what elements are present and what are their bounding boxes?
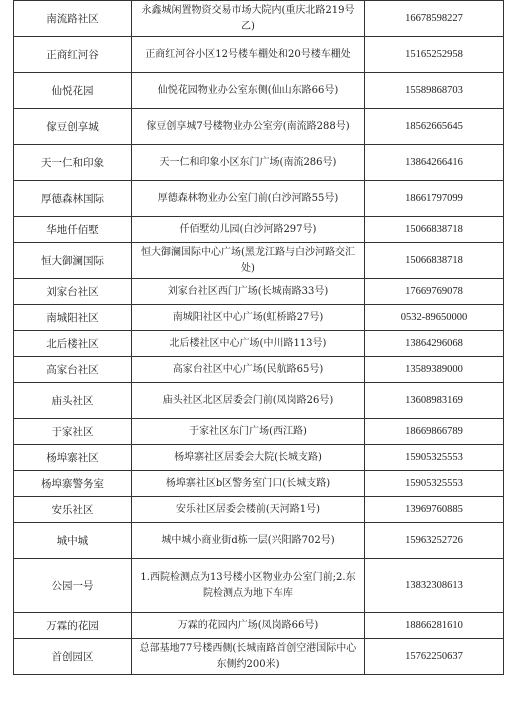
site-phone: 13969760885 xyxy=(365,497,504,523)
site-name: 庙头社区 xyxy=(14,383,132,419)
table-row xyxy=(14,243,504,279)
table-row xyxy=(14,383,504,419)
site-name: 杨埠寨社区 xyxy=(14,445,132,471)
site-address: 南城阳社区中心广场(虹桥路27号) xyxy=(132,305,365,331)
site-name: 安乐社区 xyxy=(14,497,132,523)
site-address: 天一仁和印象小区东门广场(南流286号) xyxy=(132,145,365,181)
site-phone: 13608983169 xyxy=(365,383,504,419)
site-name: 杨埠寨警务室 xyxy=(14,471,132,497)
table-row xyxy=(14,613,504,639)
site-phone: 13864266416 xyxy=(365,145,504,181)
site-address: 安乐社区居委会楼前(天河路1号) xyxy=(132,497,365,523)
site-name: 刘家台社区 xyxy=(14,279,132,305)
site-address: 北后楼社区中心广场(中川路113号) xyxy=(132,331,365,357)
site-name: 正商红河谷 xyxy=(14,37,132,73)
site-name: 恒大御澜国际 xyxy=(14,243,132,279)
site-name: 北后楼社区 xyxy=(14,331,132,357)
site-address: 仙悦花园物业办公室东侧(仙山东路66号) xyxy=(132,73,365,109)
table-row xyxy=(14,109,504,145)
table-row xyxy=(14,559,504,613)
table-row xyxy=(14,145,504,181)
table-row xyxy=(14,37,504,73)
site-address: 恒大御澜国际中心广场(黑龙江路与白沙河路交汇处) xyxy=(132,243,365,279)
site-name: 南流路社区 xyxy=(14,1,132,37)
table-row xyxy=(14,639,504,675)
table-row xyxy=(14,1,504,37)
site-phone: 15066838718 xyxy=(365,217,504,243)
site-name: 华地仟佰墅 xyxy=(14,217,132,243)
table-row xyxy=(14,217,504,243)
site-address: 庙头社区北区居委会门前(凤岗路26号) xyxy=(132,383,365,419)
site-address: 于家社区东门广场(西江路) xyxy=(132,419,365,445)
site-phone: 15905325553 xyxy=(365,445,504,471)
site-address: 杨埠寨社区b区警务室门口(长城支路) xyxy=(132,471,365,497)
site-address: 厚德森林物业办公室门前(白沙河路55号) xyxy=(132,181,365,217)
site-phone: 15762250637 xyxy=(365,639,504,675)
table-row xyxy=(14,305,504,331)
site-phone: 15963252726 xyxy=(365,523,504,559)
site-phone: 18562665645 xyxy=(365,109,504,145)
table-row xyxy=(14,523,504,559)
site-address: 刘家台社区西门广场(长城南路33号) xyxy=(132,279,365,305)
site-phone: 13864296068 xyxy=(365,331,504,357)
site-name: 公园一号 xyxy=(14,559,132,613)
site-name: 傢豆创享城 xyxy=(14,109,132,145)
table-row xyxy=(14,497,504,523)
site-address: 1.西院检测点为13号楼小区物业办公室门前;2.东院检测点为地下车库 xyxy=(132,559,365,613)
table-row xyxy=(14,73,504,109)
site-name: 万霖的花园 xyxy=(14,613,132,639)
site-name: 城中城 xyxy=(14,523,132,559)
site-address: 正商红河谷小区12号楼车棚处和20号楼车棚处 xyxy=(132,37,365,73)
testing-sites-table xyxy=(13,0,504,675)
site-phone: 15066838718 xyxy=(365,243,504,279)
site-phone: 16678598227 xyxy=(365,1,504,37)
site-address: 永鑫城闲置物资交易市场大院内(重庆北路219号乙) xyxy=(132,1,365,37)
table-row xyxy=(14,445,504,471)
site-phone: 18866281610 xyxy=(365,613,504,639)
site-name: 南城阳社区 xyxy=(14,305,132,331)
site-address: 傢豆创享城7号楼物业办公室旁(南流路288号) xyxy=(132,109,365,145)
table-row xyxy=(14,181,504,217)
site-address: 仟佰墅幼儿园(白沙河路297号) xyxy=(132,217,365,243)
site-address: 高家台社区中心广场(民航路65号) xyxy=(132,357,365,383)
table-row xyxy=(14,331,504,357)
site-phone: 17669769078 xyxy=(365,279,504,305)
site-phone: 0532-89650000 xyxy=(365,305,504,331)
site-phone: 15589868703 xyxy=(365,73,504,109)
site-phone: 18669866789 xyxy=(365,419,504,445)
table-row xyxy=(14,279,504,305)
site-name: 首创园区 xyxy=(14,639,132,675)
site-address: 总部基地77号楼西侧(长城南路首创空港国际中心东侧约200米) xyxy=(132,639,365,675)
site-phone: 15905325553 xyxy=(365,471,504,497)
table-row xyxy=(14,471,504,497)
site-address: 万霖的花园内广场(凤岗路66号) xyxy=(132,613,365,639)
site-name: 厚德森林国际 xyxy=(14,181,132,217)
site-name: 仙悦花园 xyxy=(14,73,132,109)
site-phone: 13832308613 xyxy=(365,559,504,613)
site-phone: 15165252958 xyxy=(365,37,504,73)
site-phone: 13589389000 xyxy=(365,357,504,383)
table-row xyxy=(14,357,504,383)
site-phone: 18661797099 xyxy=(365,181,504,217)
table-row xyxy=(14,419,504,445)
site-name: 于家社区 xyxy=(14,419,132,445)
site-name: 天一仁和印象 xyxy=(14,145,132,181)
site-address: 杨埠寨社区居委会大院(长城支路) xyxy=(132,445,365,471)
site-name: 高家台社区 xyxy=(14,357,132,383)
site-address: 城中城小商业街d栋一层(兴阳路702号) xyxy=(132,523,365,559)
